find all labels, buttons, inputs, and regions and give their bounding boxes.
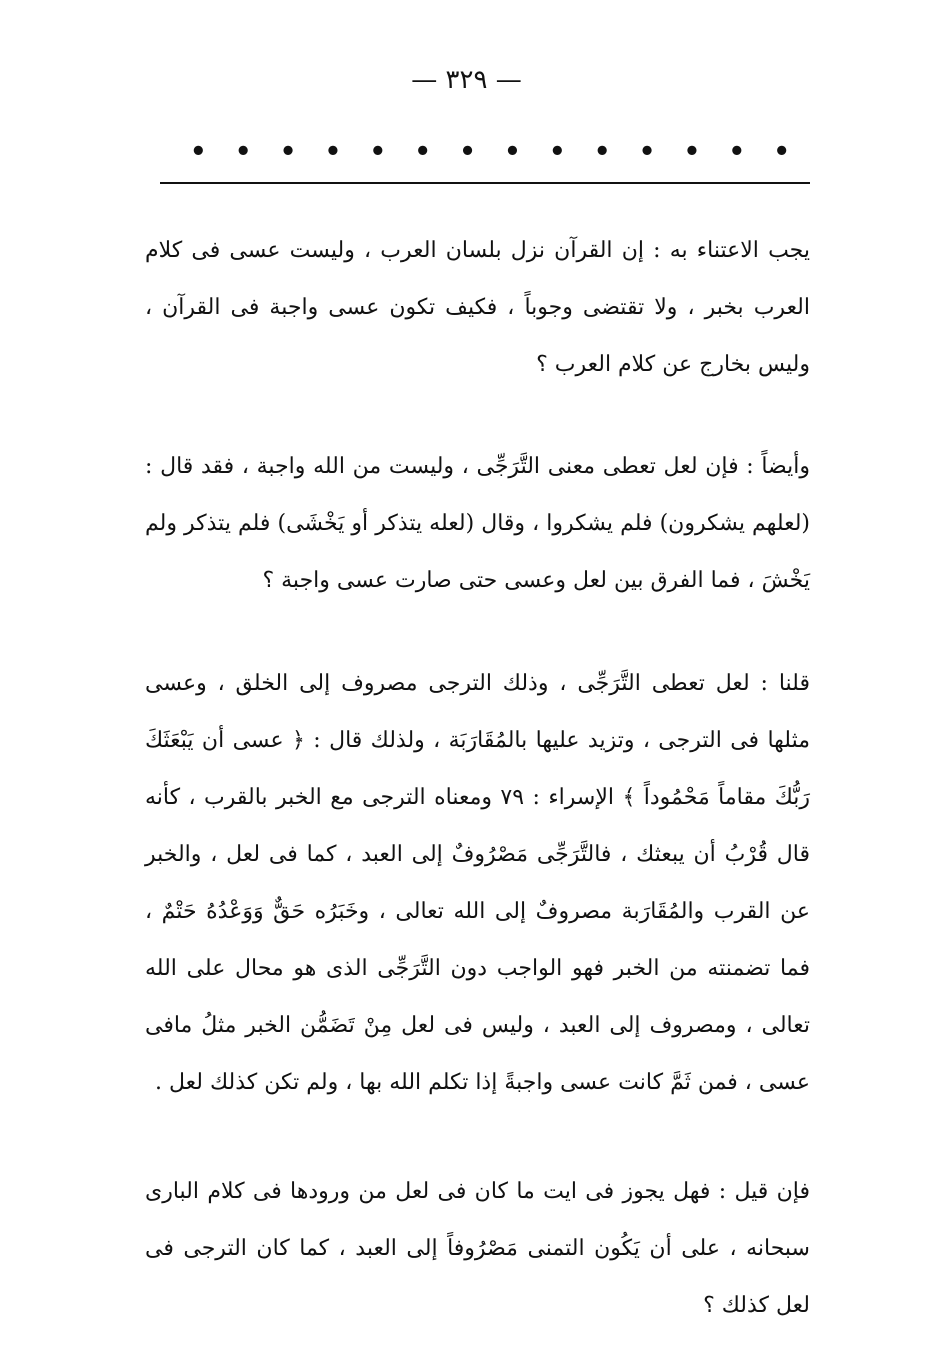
ornament-dot: •: [504, 137, 521, 167]
ornament-dot: •: [593, 137, 611, 167]
ornament-dot: •: [234, 137, 252, 167]
ornament-dot: •: [773, 137, 790, 167]
ornament-dot: •: [728, 137, 746, 167]
paragraph-4: فإن قيل : فهل يجوز فى ايت ما كان فى لعل من ورودها فى كلام البارى سبحانه ، على أن يَكُون التمنى مَصْرُوفاً إلى العبد ، كما كان الترجى فى لعل كذلك ؟: [145, 1179, 810, 1318]
ornament-dot: •: [683, 137, 701, 167]
ornament-dot: •: [459, 137, 476, 167]
ornament-dot: •: [549, 137, 566, 167]
header-rule: [160, 182, 810, 184]
paragraph-1: يجب الاعتناء به : إن القرآن نزل بلسان العرب ، وليست عسى فى كلام العرب بخبر ، ولا تقتضى وجوباً ، فكيف تكون عسى واجبة فى القرآن ، وليس بخارج عن كلام العرب ؟: [145, 238, 810, 377]
ornament-dot: •: [190, 137, 207, 167]
ornament-dot: •: [414, 137, 431, 167]
ornament-dot: •: [638, 137, 656, 167]
paragraph-2: وأيضاً : فإن لعل تعطى معنى التَّرَجِّى ، وليست من الله واجبة ، فقد قال : (لعلهم يشكرون) فلم يشكروا ، وقال (لعله يتذكر أو يَخْشَى) فلم يتذكر ولم يَخْشَ ، فما الفرق بين لعل وعسى حتى صارت عسى واجبة ؟: [145, 454, 810, 593]
ornament-dot: •: [279, 137, 297, 167]
ornamental-dots-row: [190, 132, 790, 172]
ornament-dot: •: [324, 137, 342, 167]
paragraph-3: قلنا : لعل تعطى التَّرَجِّى ، وذلك الترجى مصروف إلى الخلق ، وعسى مثلها فى الترجى ، وتزيد عليها بالمُقَارَبَة ، ولذلك قال : ﴿ عسى أن يَبْعَثَكَ رَبُّكَ مقاماً مَحْمُوداً ﴾ الإسراء : ٧٩ ومعناه الترجى مع الخبر بالقرب ، كأنه قال قُرْبُ أن يبعثك ، فالتَّرَجِّى مَصْرُوفٌ إلى العبد ، كما فى لعل ، والخبر عن القرب والمُقَارَبة مصروفٌ إلى الله تعالى ، وخَبَرُه حَقٌّ وَوَعْدُهُ حَتْمٌ ، فما تضمنته من الخبر فهو الواجب دون التَّرَجِّى الذى هو محال على الله تعالى ، ومصروف إلى العبد ، وليس فى لعل مِنْ تَضَمُّن الخبر مثلُ مافى عسى ، فمن ثَمَّ كانت عسى واجبةً إذا تكلم الله بها ، ولم تكن كذلك لعل .: [145, 671, 810, 1095]
ornament-dot: •: [369, 137, 387, 167]
page-number: — ٣٢٩ —: [411, 65, 522, 95]
